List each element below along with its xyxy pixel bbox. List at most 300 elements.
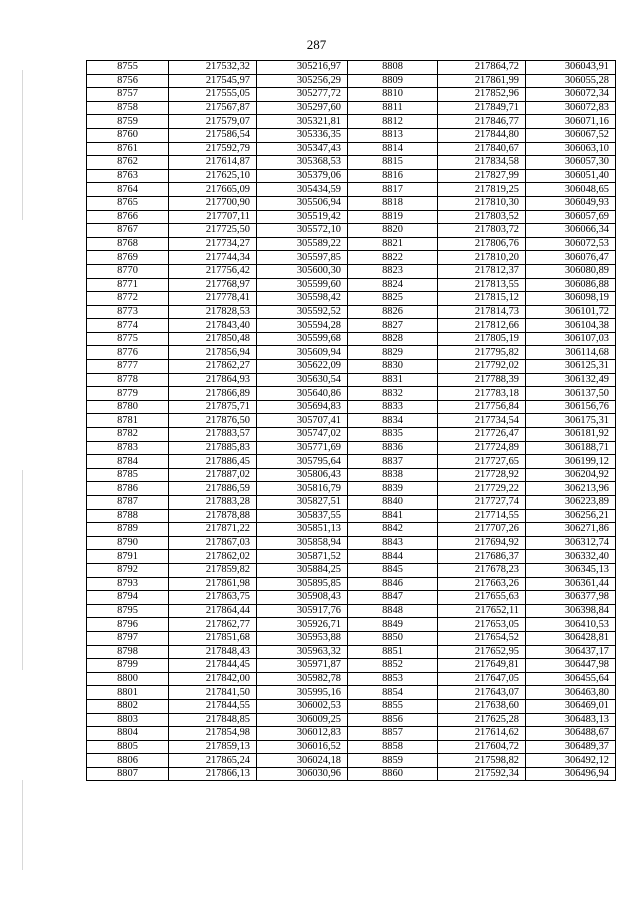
x-coordinate-cell: 217592,34 — [438, 767, 526, 781]
table-row — [87, 237, 616, 251]
point-number-cell: 8844 — [348, 550, 438, 564]
table-row — [87, 400, 616, 414]
x-coordinate-cell: 217886,59 — [169, 482, 257, 496]
x-coordinate-cell: 217655,63 — [438, 591, 526, 605]
point-number-cell: 8809 — [348, 74, 438, 88]
point-number-cell: 8804 — [87, 727, 169, 741]
x-coordinate-cell: 217727,74 — [438, 496, 526, 510]
y-coordinate-cell: 306030,96 — [257, 767, 348, 781]
table-row — [87, 428, 616, 442]
table-row — [87, 740, 616, 754]
x-coordinate-cell: 217638,60 — [438, 699, 526, 713]
y-coordinate-cell: 305926,71 — [257, 618, 348, 632]
y-coordinate-cell: 305771,69 — [257, 441, 348, 455]
x-coordinate-cell: 217614,62 — [438, 727, 526, 741]
table-row — [87, 115, 616, 129]
x-coordinate-cell: 217724,89 — [438, 441, 526, 455]
y-coordinate-cell: 305589,22 — [257, 237, 348, 251]
y-coordinate-cell: 306104,38 — [526, 319, 616, 333]
x-coordinate-cell: 217604,72 — [438, 740, 526, 754]
point-number-cell: 8817 — [348, 183, 438, 197]
y-coordinate-cell: 305506,94 — [257, 196, 348, 210]
point-number-cell: 8848 — [348, 604, 438, 618]
table-row — [87, 128, 616, 142]
point-number-cell: 8806 — [87, 754, 169, 768]
y-coordinate-cell: 306156,76 — [526, 400, 616, 414]
point-number-cell: 8781 — [87, 414, 169, 428]
table-row — [87, 523, 616, 537]
y-coordinate-cell: 306012,83 — [257, 727, 348, 741]
y-coordinate-cell: 305851,13 — [257, 523, 348, 537]
point-number-cell: 8818 — [348, 196, 438, 210]
y-coordinate-cell: 306489,37 — [526, 740, 616, 754]
y-coordinate-cell: 305837,55 — [257, 509, 348, 523]
y-coordinate-cell: 305368,53 — [257, 156, 348, 170]
point-number-cell: 8846 — [348, 577, 438, 591]
x-coordinate-cell: 217849,71 — [438, 101, 526, 115]
point-number-cell: 8842 — [348, 523, 438, 537]
point-number-cell: 8765 — [87, 196, 169, 210]
y-coordinate-cell: 306447,98 — [526, 659, 616, 673]
point-number-cell: 8850 — [348, 631, 438, 645]
y-coordinate-cell: 305594,28 — [257, 319, 348, 333]
x-coordinate-cell: 217862,02 — [169, 550, 257, 564]
y-coordinate-cell: 305597,85 — [257, 251, 348, 265]
x-coordinate-cell: 217852,96 — [438, 88, 526, 102]
x-coordinate-cell: 217876,50 — [169, 414, 257, 428]
point-number-cell: 8766 — [87, 210, 169, 224]
point-number-cell: 8819 — [348, 210, 438, 224]
point-number-cell: 8775 — [87, 332, 169, 346]
point-number-cell: 8795 — [87, 604, 169, 618]
y-coordinate-cell: 305519,42 — [257, 210, 348, 224]
table-row — [87, 767, 616, 781]
y-coordinate-cell: 306437,17 — [526, 645, 616, 659]
point-number-cell: 8837 — [348, 455, 438, 469]
y-coordinate-cell: 306256,21 — [526, 509, 616, 523]
y-coordinate-cell: 305347,43 — [257, 142, 348, 156]
x-coordinate-cell: 217726,47 — [438, 428, 526, 442]
x-coordinate-cell: 217883,28 — [169, 496, 257, 510]
y-coordinate-cell: 306114,68 — [526, 346, 616, 360]
table-row — [87, 305, 616, 319]
point-number-cell: 8821 — [348, 237, 438, 251]
y-coordinate-cell: 306271,86 — [526, 523, 616, 537]
point-number-cell: 8838 — [348, 468, 438, 482]
point-number-cell: 8756 — [87, 74, 169, 88]
table-row — [87, 292, 616, 306]
point-number-cell: 8826 — [348, 305, 438, 319]
point-number-cell: 8840 — [348, 496, 438, 510]
x-coordinate-cell: 217862,77 — [169, 618, 257, 632]
y-coordinate-cell: 305622,09 — [257, 360, 348, 374]
point-number-cell: 8760 — [87, 128, 169, 142]
x-coordinate-cell: 217734,27 — [169, 237, 257, 251]
point-number-cell: 8807 — [87, 767, 169, 781]
scan-margin-line — [22, 70, 23, 220]
x-coordinate-cell: 217805,19 — [438, 332, 526, 346]
point-number-cell: 8839 — [348, 482, 438, 496]
x-coordinate-cell: 217778,41 — [169, 292, 257, 306]
x-coordinate-cell: 217875,71 — [169, 400, 257, 414]
x-coordinate-cell: 217812,37 — [438, 264, 526, 278]
point-number-cell: 8791 — [87, 550, 169, 564]
x-coordinate-cell: 217813,55 — [438, 278, 526, 292]
x-coordinate-cell: 217586,54 — [169, 128, 257, 142]
y-coordinate-cell: 306048,65 — [526, 183, 616, 197]
x-coordinate-cell: 217744,34 — [169, 251, 257, 265]
y-coordinate-cell: 305598,42 — [257, 292, 348, 306]
y-coordinate-cell: 306175,31 — [526, 414, 616, 428]
x-coordinate-cell: 217834,58 — [438, 156, 526, 170]
x-coordinate-cell: 217592,79 — [169, 142, 257, 156]
table-row — [87, 550, 616, 564]
x-coordinate-cell: 217819,25 — [438, 183, 526, 197]
point-number-cell: 8854 — [348, 686, 438, 700]
y-coordinate-cell: 306137,50 — [526, 387, 616, 401]
x-coordinate-cell: 217653,05 — [438, 618, 526, 632]
x-coordinate-cell: 217663,26 — [438, 577, 526, 591]
point-number-cell: 8779 — [87, 387, 169, 401]
table-row — [87, 142, 616, 156]
y-coordinate-cell: 306463,80 — [526, 686, 616, 700]
y-coordinate-cell: 306051,40 — [526, 169, 616, 183]
x-coordinate-cell: 217854,98 — [169, 727, 257, 741]
x-coordinate-cell: 217844,80 — [438, 128, 526, 142]
y-coordinate-cell: 306181,92 — [526, 428, 616, 442]
x-coordinate-cell: 217707,11 — [169, 210, 257, 224]
point-number-cell: 8755 — [87, 61, 169, 75]
point-number-cell: 8782 — [87, 428, 169, 442]
x-coordinate-cell: 217861,98 — [169, 577, 257, 591]
point-number-cell: 8814 — [348, 142, 438, 156]
y-coordinate-cell: 306488,67 — [526, 727, 616, 741]
y-coordinate-cell: 305747,02 — [257, 428, 348, 442]
point-number-cell: 8786 — [87, 482, 169, 496]
point-number-cell: 8852 — [348, 659, 438, 673]
y-coordinate-cell: 305858,94 — [257, 536, 348, 550]
page-number: 287 — [306, 37, 327, 52]
y-coordinate-cell: 305995,16 — [257, 686, 348, 700]
y-coordinate-cell: 306098,19 — [526, 292, 616, 306]
y-coordinate-cell: 306101,72 — [526, 305, 616, 319]
table-row — [87, 727, 616, 741]
y-coordinate-cell: 306049,93 — [526, 196, 616, 210]
y-coordinate-cell: 305795,64 — [257, 455, 348, 469]
point-number-cell: 8855 — [348, 699, 438, 713]
x-coordinate-cell: 217864,72 — [438, 61, 526, 75]
y-coordinate-cell: 306213,96 — [526, 482, 616, 496]
point-number-cell: 8833 — [348, 400, 438, 414]
x-coordinate-cell: 217756,84 — [438, 400, 526, 414]
x-coordinate-cell: 217686,37 — [438, 550, 526, 564]
x-coordinate-cell: 217707,26 — [438, 523, 526, 537]
point-number-cell: 8780 — [87, 400, 169, 414]
x-coordinate-cell: 217850,48 — [169, 332, 257, 346]
x-coordinate-cell: 217625,28 — [438, 713, 526, 727]
x-coordinate-cell: 217867,03 — [169, 536, 257, 550]
point-number-cell: 8774 — [87, 319, 169, 333]
x-coordinate-cell: 217728,92 — [438, 468, 526, 482]
y-coordinate-cell: 306469,01 — [526, 699, 616, 713]
y-coordinate-cell: 306002,53 — [257, 699, 348, 713]
point-number-cell: 8759 — [87, 115, 169, 129]
point-number-cell: 8792 — [87, 563, 169, 577]
y-coordinate-cell: 305434,59 — [257, 183, 348, 197]
point-number-cell: 8800 — [87, 672, 169, 686]
point-number-cell: 8788 — [87, 509, 169, 523]
point-number-cell: 8769 — [87, 251, 169, 265]
point-number-cell: 8784 — [87, 455, 169, 469]
y-coordinate-cell: 306312,74 — [526, 536, 616, 550]
y-coordinate-cell: 306398,84 — [526, 604, 616, 618]
y-coordinate-cell: 305963,32 — [257, 645, 348, 659]
x-coordinate-cell: 217734,54 — [438, 414, 526, 428]
y-coordinate-cell: 305953,88 — [257, 631, 348, 645]
y-coordinate-cell: 306223,89 — [526, 496, 616, 510]
point-number-cell: 8813 — [348, 128, 438, 142]
table-row — [87, 563, 616, 577]
x-coordinate-cell: 217654,52 — [438, 631, 526, 645]
point-number-cell: 8843 — [348, 536, 438, 550]
y-coordinate-cell: 305599,68 — [257, 332, 348, 346]
x-coordinate-cell: 217859,82 — [169, 563, 257, 577]
point-number-cell: 8789 — [87, 523, 169, 537]
table-row — [87, 101, 616, 115]
x-coordinate-cell: 217806,76 — [438, 237, 526, 251]
point-number-cell: 8785 — [87, 468, 169, 482]
table-row — [87, 482, 616, 496]
point-number-cell: 8835 — [348, 428, 438, 442]
x-coordinate-cell: 217842,00 — [169, 672, 257, 686]
table-row — [87, 645, 616, 659]
y-coordinate-cell: 306125,31 — [526, 360, 616, 374]
table-row — [87, 183, 616, 197]
y-coordinate-cell: 306428,81 — [526, 631, 616, 645]
y-coordinate-cell: 305609,94 — [257, 346, 348, 360]
point-number-cell: 8820 — [348, 224, 438, 238]
table-row — [87, 468, 616, 482]
y-coordinate-cell: 305321,81 — [257, 115, 348, 129]
x-coordinate-cell: 217866,13 — [169, 767, 257, 781]
x-coordinate-cell: 217727,65 — [438, 455, 526, 469]
table-row — [87, 713, 616, 727]
y-coordinate-cell: 306455,64 — [526, 672, 616, 686]
x-coordinate-cell: 217861,99 — [438, 74, 526, 88]
table-row — [87, 455, 616, 469]
x-coordinate-cell: 217812,66 — [438, 319, 526, 333]
point-number-cell: 8822 — [348, 251, 438, 265]
table-row — [87, 88, 616, 102]
table-row — [87, 577, 616, 591]
y-coordinate-cell: 306063,10 — [526, 142, 616, 156]
y-coordinate-cell: 306188,71 — [526, 441, 616, 455]
x-coordinate-cell: 217866,89 — [169, 387, 257, 401]
table-row — [87, 509, 616, 523]
x-coordinate-cell: 217886,45 — [169, 455, 257, 469]
y-coordinate-cell: 305592,52 — [257, 305, 348, 319]
x-coordinate-cell: 217788,39 — [438, 373, 526, 387]
table-row — [87, 346, 616, 360]
x-coordinate-cell: 217756,42 — [169, 264, 257, 278]
table-row — [87, 604, 616, 618]
point-number-cell: 8805 — [87, 740, 169, 754]
point-number-cell: 8794 — [87, 591, 169, 605]
x-coordinate-cell: 217694,92 — [438, 536, 526, 550]
table-row — [87, 360, 616, 374]
y-coordinate-cell: 306107,03 — [526, 332, 616, 346]
x-coordinate-cell: 217810,20 — [438, 251, 526, 265]
x-coordinate-cell: 217827,99 — [438, 169, 526, 183]
coordinates-table — [86, 60, 616, 781]
y-coordinate-cell: 306199,12 — [526, 455, 616, 469]
table-row — [87, 61, 616, 75]
table-row — [87, 536, 616, 550]
scan-margin-line — [22, 780, 23, 870]
x-coordinate-cell: 217725,50 — [169, 224, 257, 238]
x-coordinate-cell: 217840,67 — [438, 142, 526, 156]
y-coordinate-cell: 305640,86 — [257, 387, 348, 401]
point-number-cell: 8768 — [87, 237, 169, 251]
table-row — [87, 414, 616, 428]
y-coordinate-cell: 306132,49 — [526, 373, 616, 387]
point-number-cell: 8808 — [348, 61, 438, 75]
x-coordinate-cell: 217803,52 — [438, 210, 526, 224]
x-coordinate-cell: 217652,11 — [438, 604, 526, 618]
point-number-cell: 8811 — [348, 101, 438, 115]
y-coordinate-cell: 306483,13 — [526, 713, 616, 727]
x-coordinate-cell: 217885,83 — [169, 441, 257, 455]
table-row — [87, 387, 616, 401]
table-row — [87, 441, 616, 455]
x-coordinate-cell: 217856,94 — [169, 346, 257, 360]
point-number-cell: 8758 — [87, 101, 169, 115]
table-row — [87, 672, 616, 686]
y-coordinate-cell: 305707,41 — [257, 414, 348, 428]
y-coordinate-cell: 305908,43 — [257, 591, 348, 605]
y-coordinate-cell: 305884,25 — [257, 563, 348, 577]
point-number-cell: 8771 — [87, 278, 169, 292]
point-number-cell: 8801 — [87, 686, 169, 700]
y-coordinate-cell: 306072,83 — [526, 101, 616, 115]
point-number-cell: 8851 — [348, 645, 438, 659]
y-coordinate-cell: 305630,54 — [257, 373, 348, 387]
point-number-cell: 8810 — [348, 88, 438, 102]
x-coordinate-cell: 217625,10 — [169, 169, 257, 183]
point-number-cell: 8799 — [87, 659, 169, 673]
point-number-cell: 8830 — [348, 360, 438, 374]
y-coordinate-cell: 305572,10 — [257, 224, 348, 238]
y-coordinate-cell: 305600,30 — [257, 264, 348, 278]
table-row — [87, 278, 616, 292]
y-coordinate-cell: 305827,51 — [257, 496, 348, 510]
x-coordinate-cell: 217864,93 — [169, 373, 257, 387]
x-coordinate-cell: 217843,40 — [169, 319, 257, 333]
x-coordinate-cell: 217567,87 — [169, 101, 257, 115]
y-coordinate-cell: 306204,92 — [526, 468, 616, 482]
point-number-cell: 8777 — [87, 360, 169, 374]
y-coordinate-cell: 305694,83 — [257, 400, 348, 414]
point-number-cell: 8798 — [87, 645, 169, 659]
point-number-cell: 8812 — [348, 115, 438, 129]
y-coordinate-cell: 305599,60 — [257, 278, 348, 292]
y-coordinate-cell: 305895,85 — [257, 577, 348, 591]
point-number-cell: 8787 — [87, 496, 169, 510]
point-number-cell: 8802 — [87, 699, 169, 713]
y-coordinate-cell: 305256,29 — [257, 74, 348, 88]
y-coordinate-cell: 306332,40 — [526, 550, 616, 564]
x-coordinate-cell: 217647,05 — [438, 672, 526, 686]
table-row — [87, 264, 616, 278]
x-coordinate-cell: 217545,97 — [169, 74, 257, 88]
point-number-cell: 8783 — [87, 441, 169, 455]
y-coordinate-cell: 306071,16 — [526, 115, 616, 129]
y-coordinate-cell: 305216,97 — [257, 61, 348, 75]
point-number-cell: 8773 — [87, 305, 169, 319]
point-number-cell: 8816 — [348, 169, 438, 183]
point-number-cell: 8824 — [348, 278, 438, 292]
y-coordinate-cell: 305336,35 — [257, 128, 348, 142]
point-number-cell: 8778 — [87, 373, 169, 387]
x-coordinate-cell: 217883,57 — [169, 428, 257, 442]
y-coordinate-cell: 306057,69 — [526, 210, 616, 224]
y-coordinate-cell: 306009,25 — [257, 713, 348, 727]
table-row — [87, 196, 616, 210]
point-number-cell: 8815 — [348, 156, 438, 170]
x-coordinate-cell: 217862,27 — [169, 360, 257, 374]
y-coordinate-cell: 306086,88 — [526, 278, 616, 292]
x-coordinate-cell: 217598,82 — [438, 754, 526, 768]
point-number-cell: 8797 — [87, 631, 169, 645]
table-row — [87, 754, 616, 768]
point-number-cell: 8847 — [348, 591, 438, 605]
x-coordinate-cell: 217828,53 — [169, 305, 257, 319]
y-coordinate-cell: 306024,18 — [257, 754, 348, 768]
x-coordinate-cell: 217864,44 — [169, 604, 257, 618]
point-number-cell: 8831 — [348, 373, 438, 387]
point-number-cell: 8776 — [87, 346, 169, 360]
point-number-cell: 8832 — [348, 387, 438, 401]
y-coordinate-cell: 305277,72 — [257, 88, 348, 102]
x-coordinate-cell: 217859,13 — [169, 740, 257, 754]
x-coordinate-cell: 217783,18 — [438, 387, 526, 401]
table-row — [87, 224, 616, 238]
y-coordinate-cell: 306055,28 — [526, 74, 616, 88]
point-number-cell: 8823 — [348, 264, 438, 278]
x-coordinate-cell: 217844,45 — [169, 659, 257, 673]
y-coordinate-cell: 306361,44 — [526, 577, 616, 591]
x-coordinate-cell: 217678,23 — [438, 563, 526, 577]
point-number-cell: 8796 — [87, 618, 169, 632]
y-coordinate-cell: 305816,79 — [257, 482, 348, 496]
x-coordinate-cell: 217865,24 — [169, 754, 257, 768]
point-number-cell: 8836 — [348, 441, 438, 455]
table-row — [87, 251, 616, 265]
y-coordinate-cell: 306345,13 — [526, 563, 616, 577]
point-number-cell: 8761 — [87, 142, 169, 156]
point-number-cell: 8767 — [87, 224, 169, 238]
point-number-cell: 8770 — [87, 264, 169, 278]
point-number-cell: 8790 — [87, 536, 169, 550]
point-number-cell: 8827 — [348, 319, 438, 333]
x-coordinate-cell: 217841,50 — [169, 686, 257, 700]
x-coordinate-cell: 217768,97 — [169, 278, 257, 292]
x-coordinate-cell: 217878,88 — [169, 509, 257, 523]
table-row — [87, 496, 616, 510]
x-coordinate-cell: 217846,77 — [438, 115, 526, 129]
table-row — [87, 618, 616, 632]
x-coordinate-cell: 217795,82 — [438, 346, 526, 360]
